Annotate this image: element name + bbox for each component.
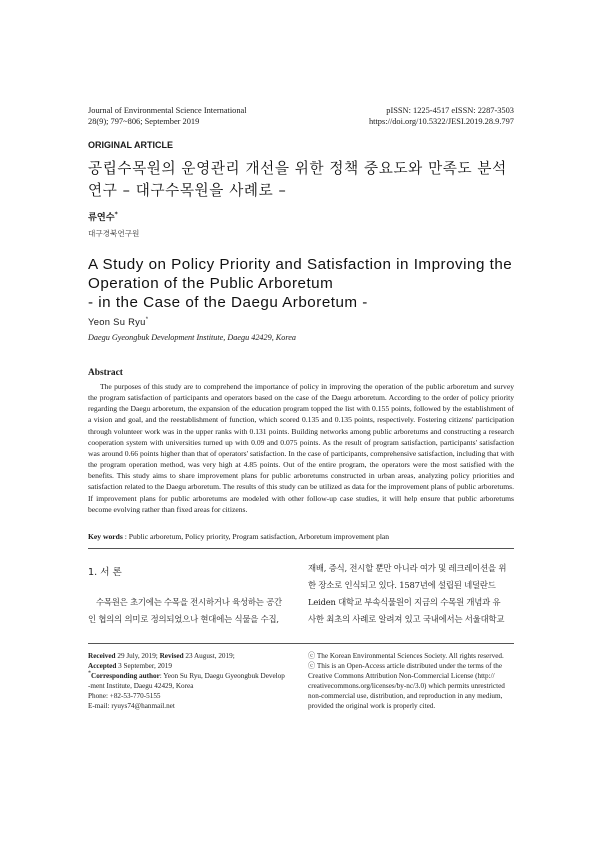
keywords xyxy=(88,532,389,541)
journal-citation xyxy=(88,105,247,127)
body-left-column xyxy=(88,594,292,628)
korean-title-line1: 공립수목원의 운영관리 개선을 위한 정책 중요도와 만족도 분석 xyxy=(88,160,507,177)
english-title-line2: Operation of the Public Arboretum xyxy=(88,275,334,292)
abstract-body: The purposes of this study are to comprehend the importance of policy in improving the operation of the public arboretum and survey the program satisfaction of participants and operators based on the case of the Daegu arboretum. According to the order of policy priority regarding the Daegu arboretum, the expansion of the education program topped the list with 0.155 points, followed by the establishment of a vision and goal, and the reestablishment of function, which scored 0.135 and 0.135 points, respectively. Fostering citizens' participation through volunteer work was in the upper ranks with 0.131 points. Building networks among public arboretums and constructing a research cooperation system with universities turned up with 0.09 and 0.075 points. As the result of program satisfaction, participants' satisfaction was around 0.66 points higher than that of operators' satisfaction. In the case of participants, comprehensive satisfaction, including that with the program operation method, was very high at 4.85 points. Out of the entire program, the operators were the most satisfied with the benefits. This study aims to share improvement plans for public arboretums constructed in urban areas, analyzing policy priorities and satisfaction related to the Daegu arboretum. The results of this study can be utilized as data for the improvement plans of public arboretums. If improvement plans for public arboretums are modeled with other follow-up case studies, it will help ensure that public arboretums become evolving rather than fixed areas for citizens. xyxy=(88,382,514,514)
accepted-line xyxy=(88,661,294,671)
footnote-divider xyxy=(88,643,514,644)
korean-author-name: 류연수 xyxy=(88,212,115,223)
body-right-column xyxy=(308,560,514,628)
english-affiliation: Daegu Gyeongbuk Development Institute, Daegu 42429, Korea xyxy=(88,333,296,342)
license-line5: provided the original work is properly cited. xyxy=(308,702,436,710)
section-heading: 1. 서 론 xyxy=(88,567,122,578)
english-author xyxy=(88,316,148,327)
body-right-line4: 사한 최초의 사례로 알려져 있고 국내에서는 서울대학교 xyxy=(308,614,505,624)
article-type: ORIGINAL ARTICLE xyxy=(88,140,173,150)
journal-name: Journal of Environmental Science International xyxy=(88,106,247,115)
received-line xyxy=(88,651,294,661)
corresponding-label: Corresponding author xyxy=(91,672,160,680)
korean-author-mark: * xyxy=(114,210,118,218)
english-title-line1: A Study on Policy Priority and Satisfaction in Improving the xyxy=(88,256,513,273)
received-label: Received xyxy=(88,652,116,660)
received-date: 29 July, 2019; xyxy=(115,652,160,660)
license-line3: creativecommons.org/licenses/by-nc/3.0) which permits unrestricted xyxy=(308,682,505,690)
revised-label: Revised xyxy=(159,652,184,660)
korean-title-line2: 연구 – 대구수목원을 사례로 – xyxy=(88,182,287,199)
issn: pISSN: 1225-4517 eISSN: 2287-3503 xyxy=(386,106,514,115)
english-title xyxy=(88,255,528,312)
revised-date: 23 August, 2019; xyxy=(183,652,235,660)
copyright: ⓒ The Korean Environmental Sciences Society. All rights reserved. xyxy=(308,652,504,660)
journal-identifiers xyxy=(369,105,514,127)
english-author-name: Yeon Su Ryu xyxy=(88,316,146,327)
body-right-line2: 한 장소로 인식되고 있다. 1587년에 설립된 네덜란드 xyxy=(308,580,496,590)
english-title-line3: - in the Case of the Daegu Arboretum - xyxy=(88,294,368,311)
corresponding-line xyxy=(88,671,294,681)
korean-affiliation: 대구경북연구원 xyxy=(88,229,140,238)
abstract-text xyxy=(88,381,514,515)
footnote-right xyxy=(308,651,518,711)
email[interactable]: E-mail: ryuys74@hanmail.net xyxy=(88,702,175,710)
body-right-line1: 재배, 증식, 전시할 뿐만 아니라 여가 및 레크레이션을 위 xyxy=(308,563,507,573)
corresponding-text: : Yeon Su Ryu, Daegu Gyeongbuk Develop xyxy=(159,672,285,680)
phone: Phone: +82-53-770-5155 xyxy=(88,692,161,700)
accepted-label: Accepted xyxy=(88,662,117,670)
body-left-line1: 수목원은 초기에는 수목을 전시하거나 육성하는 공간 xyxy=(96,597,282,607)
license-line1: ⓒ This is an Open-Access article distributed under the terms of the xyxy=(308,662,503,670)
license-line2: Creative Commons Attribution Non-Commercial License (http:// xyxy=(308,672,495,680)
corresponding-line2: -ment Institute, Daegu 42429, Korea xyxy=(88,682,194,690)
footnote-left xyxy=(88,651,294,711)
korean-title xyxy=(88,158,528,202)
english-author-mark: * xyxy=(145,316,149,323)
keywords-list: : Public arboretum, Policy priority, Program satisfaction, Arboretum improvement plan xyxy=(122,532,390,541)
body-left-line2: 인 협의의 의미로 정의되었으나 현대에는 식물을 수집, xyxy=(88,614,279,624)
accepted-date: 3 September, 2019 xyxy=(116,662,172,670)
abstract-divider xyxy=(88,548,514,549)
abstract-heading: Abstract xyxy=(88,368,123,378)
body-right-line3: Leiden 대학교 부속식물원이 지금의 수목원 개념과 유 xyxy=(308,597,501,607)
license-line4: non-commercial use, distribution, and reproduction in any medium, xyxy=(308,692,503,700)
doi-link[interactable]: https://doi.org/10.5322/JESI.2019.28.9.797 xyxy=(368,117,514,126)
korean-author xyxy=(88,209,118,223)
corresponding-mark: * xyxy=(88,670,91,677)
journal-issue: 28(9); 797~806; September 2019 xyxy=(88,117,200,126)
keywords-label: Key words xyxy=(88,532,123,541)
